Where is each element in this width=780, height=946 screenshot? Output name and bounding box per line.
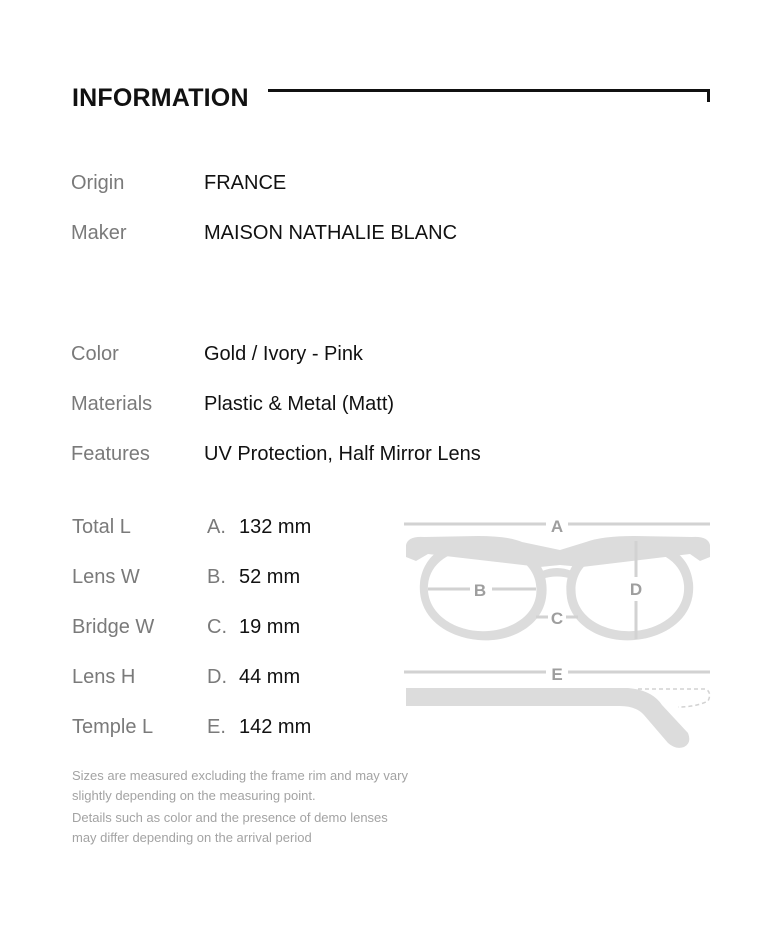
glasses-side-icon [404, 665, 710, 748]
dimension-value: 52 mm [239, 566, 301, 588]
dimension-label: Bridge W [72, 616, 155, 638]
info-value: MAISON NATHALIE BLANC [204, 222, 458, 244]
diagram-label-c: C [550, 609, 564, 628]
dimension-letter: A. [207, 516, 226, 538]
diagram-label-a: A [550, 517, 564, 536]
dimension-letter: B. [207, 566, 226, 588]
spec-label: Color [71, 343, 119, 365]
spec-label: Materials [71, 393, 153, 415]
info-label: Maker [71, 222, 127, 244]
measurement-note: Sizes are measured excluding the frame rim and may vary slightly depending on the measuring point. [72, 768, 408, 803]
diagram-label-d: D [629, 580, 643, 599]
diagram-label-b: B [473, 581, 487, 600]
spec-label: Features [71, 443, 150, 465]
dimension-value: 44 mm [239, 666, 301, 688]
dimension-label: Total L [72, 516, 131, 538]
dimension-letter: E. [207, 716, 226, 738]
section-title: INFORMATION [72, 84, 249, 112]
spec-value: Plastic & Metal (Matt) [204, 393, 395, 415]
dimension-letter: D. [207, 666, 227, 688]
dimension-letter: C. [207, 616, 227, 638]
dimension-label: Lens H [72, 666, 136, 688]
title-divider [268, 89, 709, 92]
title-divider-tick [707, 89, 710, 102]
info-label: Origin [71, 172, 125, 194]
glasses-dimension-diagram [400, 505, 715, 755]
dimension-value: 132 mm [239, 516, 312, 538]
info-value: FRANCE [204, 172, 287, 194]
spec-value: UV Protection, Half Mirror Lens [204, 443, 481, 465]
diagram-label-e: E [551, 665, 563, 684]
details-note: Details such as color and the presence of demo lenses may differ depending on the arrival period [72, 810, 388, 845]
dimension-value: 142 mm [239, 716, 312, 738]
dimension-label: Temple L [72, 716, 154, 738]
dimension-label: Lens W [72, 566, 140, 588]
dimension-value: 19 mm [239, 616, 301, 638]
spec-value: Gold / Ivory - Pink [204, 343, 363, 365]
glasses-front-icon [404, 517, 710, 640]
